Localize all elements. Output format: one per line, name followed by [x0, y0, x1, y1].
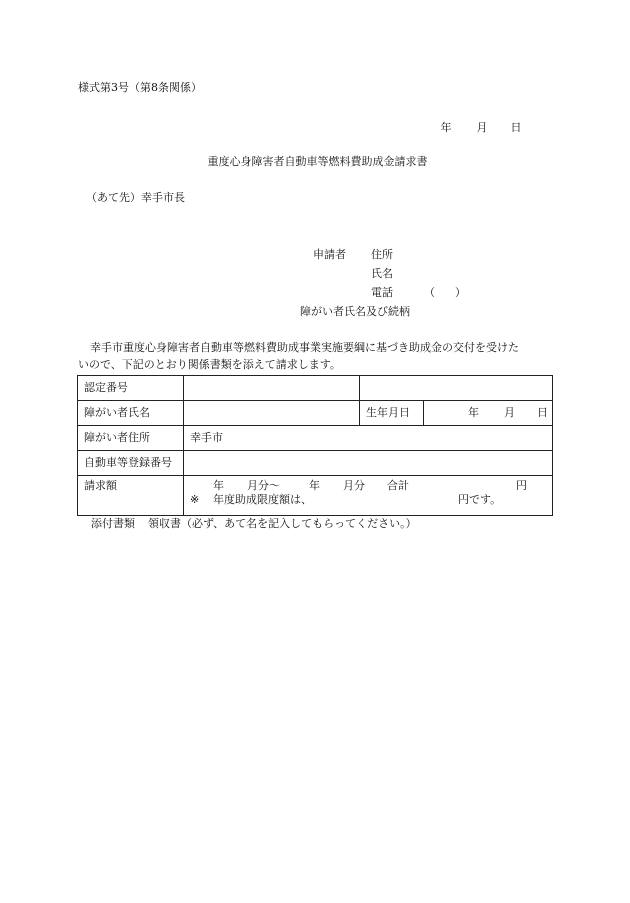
birth-year-label: 年 — [468, 406, 479, 419]
birth-date-label: 生年月日 — [360, 401, 424, 426]
cert-no-input[interactable] — [184, 376, 360, 401]
attachments-label: 添付書類 — [91, 517, 135, 530]
addressee: （あて先）幸手市長 — [86, 191, 185, 204]
date-day-label: 日 — [510, 121, 522, 134]
claim-amount-label: 請求額 — [78, 476, 184, 516]
applicant-phone-label: 電話 — [371, 286, 393, 299]
table-row-person-address — [78, 426, 553, 451]
body-text-line2: いので、下記のとおり関係書類を添えて請求します。 — [78, 358, 341, 371]
document-title: 重度心身障害者自動車等燃料費助成金請求書 — [207, 155, 428, 168]
birth-month-label: 月 — [504, 406, 515, 419]
period-to-year: 年 — [309, 479, 320, 492]
birth-date-input[interactable] — [424, 401, 553, 426]
note-yen: 円です。 — [458, 493, 502, 506]
form-number: 様式第3号（第8条関係） — [78, 81, 202, 94]
claim-amount-input[interactable] — [184, 476, 553, 516]
body-text-line1: 幸手市重度心身障害者自動車等燃料費助成事業実施要綱に基づき助成金の交付を受けた — [90, 341, 519, 354]
attachments-value: 領収書（必ず、あて名を記入してもらってください。） — [148, 517, 417, 530]
person-address-input[interactable] — [184, 426, 553, 451]
applicant-name-label: 氏名 — [371, 267, 393, 280]
person-name-label: 障がい者氏名 — [78, 401, 184, 426]
vehicle-reg-input[interactable] — [184, 451, 553, 476]
phone-paren-open: （ — [424, 286, 435, 299]
phone-paren-close: ） — [455, 286, 466, 299]
cert-no-label: 認定番号 — [78, 376, 184, 401]
total-label: 合計 — [387, 479, 409, 492]
period-to-month: 月分 — [343, 479, 365, 492]
table-row-person-name — [78, 401, 553, 426]
period-from-year: 年 — [213, 479, 224, 492]
person-name-input[interactable] — [184, 401, 360, 426]
date-month-label: 月 — [476, 121, 488, 134]
note-mark: ※ — [190, 493, 200, 506]
table-row-claim-amount — [78, 476, 553, 516]
table-row-cert-no — [78, 376, 553, 401]
person-address-label: 障がい者住所 — [78, 426, 184, 451]
note-text: 年度助成限度額は、 — [213, 493, 312, 506]
relation-label: 障がい者氏名及び続柄 — [300, 305, 410, 318]
claim-yen-label: 円 — [516, 479, 527, 492]
vehicle-reg-label: 自動車等登録番号 — [78, 451, 184, 476]
period-from-month: 月分～ — [247, 479, 280, 492]
claim-form-table — [77, 375, 553, 516]
cert-no-input-extra[interactable] — [360, 376, 553, 401]
applicant-label: 申請者 — [313, 248, 346, 261]
date-year-label: 年 — [440, 121, 452, 134]
person-address-value: 幸手市 — [190, 431, 223, 444]
birth-day-label: 日 — [537, 406, 548, 419]
table-row-vehicle-reg — [78, 451, 553, 476]
applicant-address-label: 住所 — [371, 248, 393, 261]
